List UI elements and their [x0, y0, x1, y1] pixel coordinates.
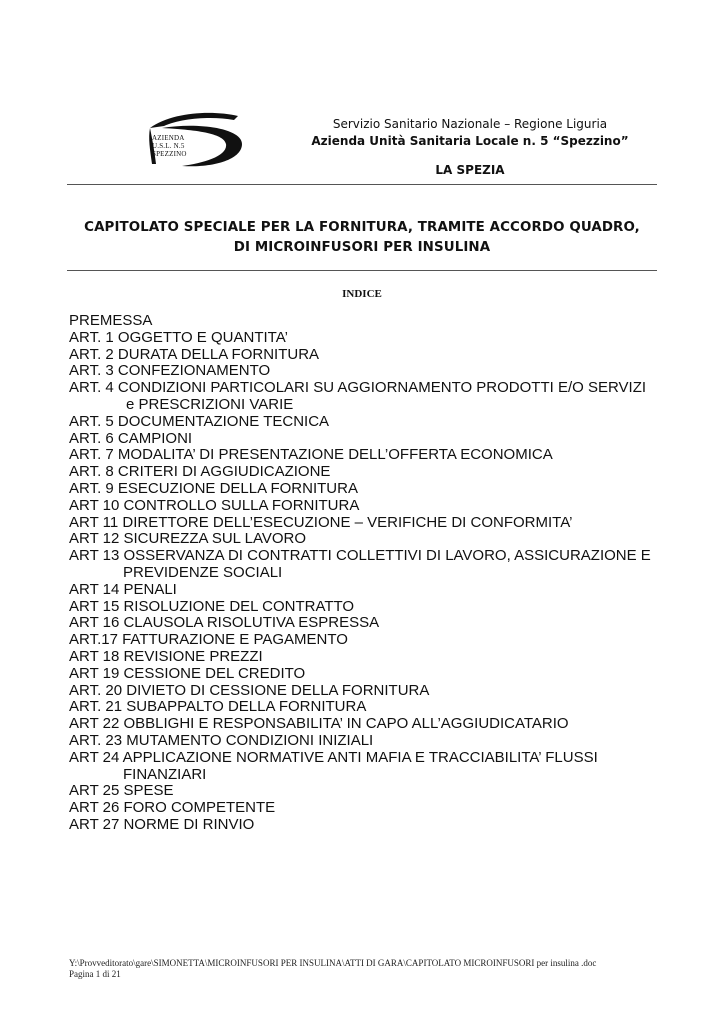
toc-item: ART 10 CONTROLLO SULLA FORNITURA [69, 496, 360, 514]
logo-line: AZIENDA [152, 134, 185, 142]
toc-item-continuation: FINANZIARI [123, 765, 207, 783]
title-line: DI MICROINFUSORI PER INSULINA [233, 240, 491, 255]
logo-line: U.S.L. N.5 [152, 142, 185, 150]
footer-file-path: Y:\Provveditorato\gare\SIMONETTA\MICROINFUSORI PER INSULINA\ATTI DI GARA\CAPITOLATO MICROINFUSORI per insulina .doc [69, 958, 597, 968]
index-heading: INDICE [342, 288, 382, 300]
toc-item: ART 14 PENALI [69, 580, 177, 598]
toc-item: ART. 6 CAMPIONI [69, 429, 193, 447]
toc-item: ART 12 SICUREZZA SUL LAVORO [69, 530, 307, 548]
header-agency-line: Azienda Unità Sanitaria Locale n. 5 “Spezzino” [311, 134, 629, 148]
toc-item: PREMESSA [69, 312, 153, 329]
footer-page-number: Pagina 1 di 21 [69, 969, 121, 979]
toc-item: ART 13 OSSERVANZA DI CONTRATTI COLLETTIVI DI LAVORO, ASSICURAZIONE E [69, 547, 651, 565]
document-title [67, 218, 657, 258]
toc-item: ART. 20 DIVIETO DI CESSIONE DELLA FORNITURA [69, 681, 430, 699]
toc-item: ART. 23 MUTAMENTO CONDIZIONI INIZIALI [69, 731, 374, 749]
toc-item: ART. 21 SUBAPPALTO DELLA FORNITURA [69, 698, 367, 716]
toc-item: ART. 8 CRITERI DI AGGIUDICAZIONE [69, 463, 331, 481]
toc-item: ART 26 FORO COMPETENTE [69, 799, 276, 817]
toc-item: ART. 3 CONFEZIONAMENTO [69, 362, 271, 380]
toc-item-continuation: PREVIDENZE SOCIALI [123, 563, 283, 581]
toc-item: ART. 2 DURATA DELLA FORNITURA [69, 345, 320, 363]
toc-item: ART.17 FATTURAZIONE E PAGAMENTO [69, 631, 348, 649]
toc-item: ART 24 APPLICAZIONE NORMATIVE ANTI MAFIA E TRACCIABILITA’ FLUSSI [69, 748, 598, 766]
toc-item: ART 25 SPESE [69, 782, 174, 800]
toc-item: ART 15 RISOLUZIONE DEL CONTRATTO [69, 597, 355, 615]
toc-item: ART 11 DIRETTORE DELL’ESECUZIONE – VERIFICHE DI CONFORMITA’ [69, 513, 573, 531]
toc-item: ART. 7 MODALITA’ DI PRESENTAZIONE DELL’OFFERTA ECONOMICA [69, 446, 553, 464]
page-footer [69, 958, 596, 980]
logo-line: SPEZZINO [152, 150, 187, 158]
toc-item-continuation: e PRESCRIZIONI VARIE [126, 395, 294, 413]
toc-item: ART 18 REVISIONE PREZZI [69, 647, 263, 665]
table-of-contents [69, 313, 659, 834]
toc-item: ART. 5 DOCUMENTAZIONE TECNICA [69, 412, 330, 430]
toc-item: ART. 1 OGGETTO E QUANTITA’ [69, 328, 288, 346]
title-divider [67, 270, 657, 271]
logo-text [152, 134, 187, 158]
toc-item: ART 19 CESSIONE DEL CREDITO [69, 664, 306, 682]
toc-item: ART. 9 ESECUZIONE DELLA FORNITURA [69, 479, 358, 497]
toc-item: ART. 4 CONDIZIONI PARTICOLARI SU AGGIORNAMENTO PRODOTTI E/O SERVIZI [69, 379, 647, 397]
toc-item: ART 22 OBBLIGHI E RESPONSABILITA’ IN CAPO ALL’AGGIUDICATARIO [69, 715, 569, 733]
toc-item: ART 16 CLAUSOLA RISOLUTIVA ESPRESSA [69, 614, 380, 632]
title-line: CAPITOLATO SPECIALE PER LA FORNITURA, TRAMITE ACCORDO QUADRO, [84, 220, 640, 235]
header-city-line: LA SPEZIA [435, 163, 505, 177]
toc-item: ART 27 NORME DI RINVIO [69, 815, 255, 833]
header-divider [67, 184, 657, 185]
header-service-line: Servizio Sanitario Nazionale – Regione Liguria [332, 117, 608, 131]
